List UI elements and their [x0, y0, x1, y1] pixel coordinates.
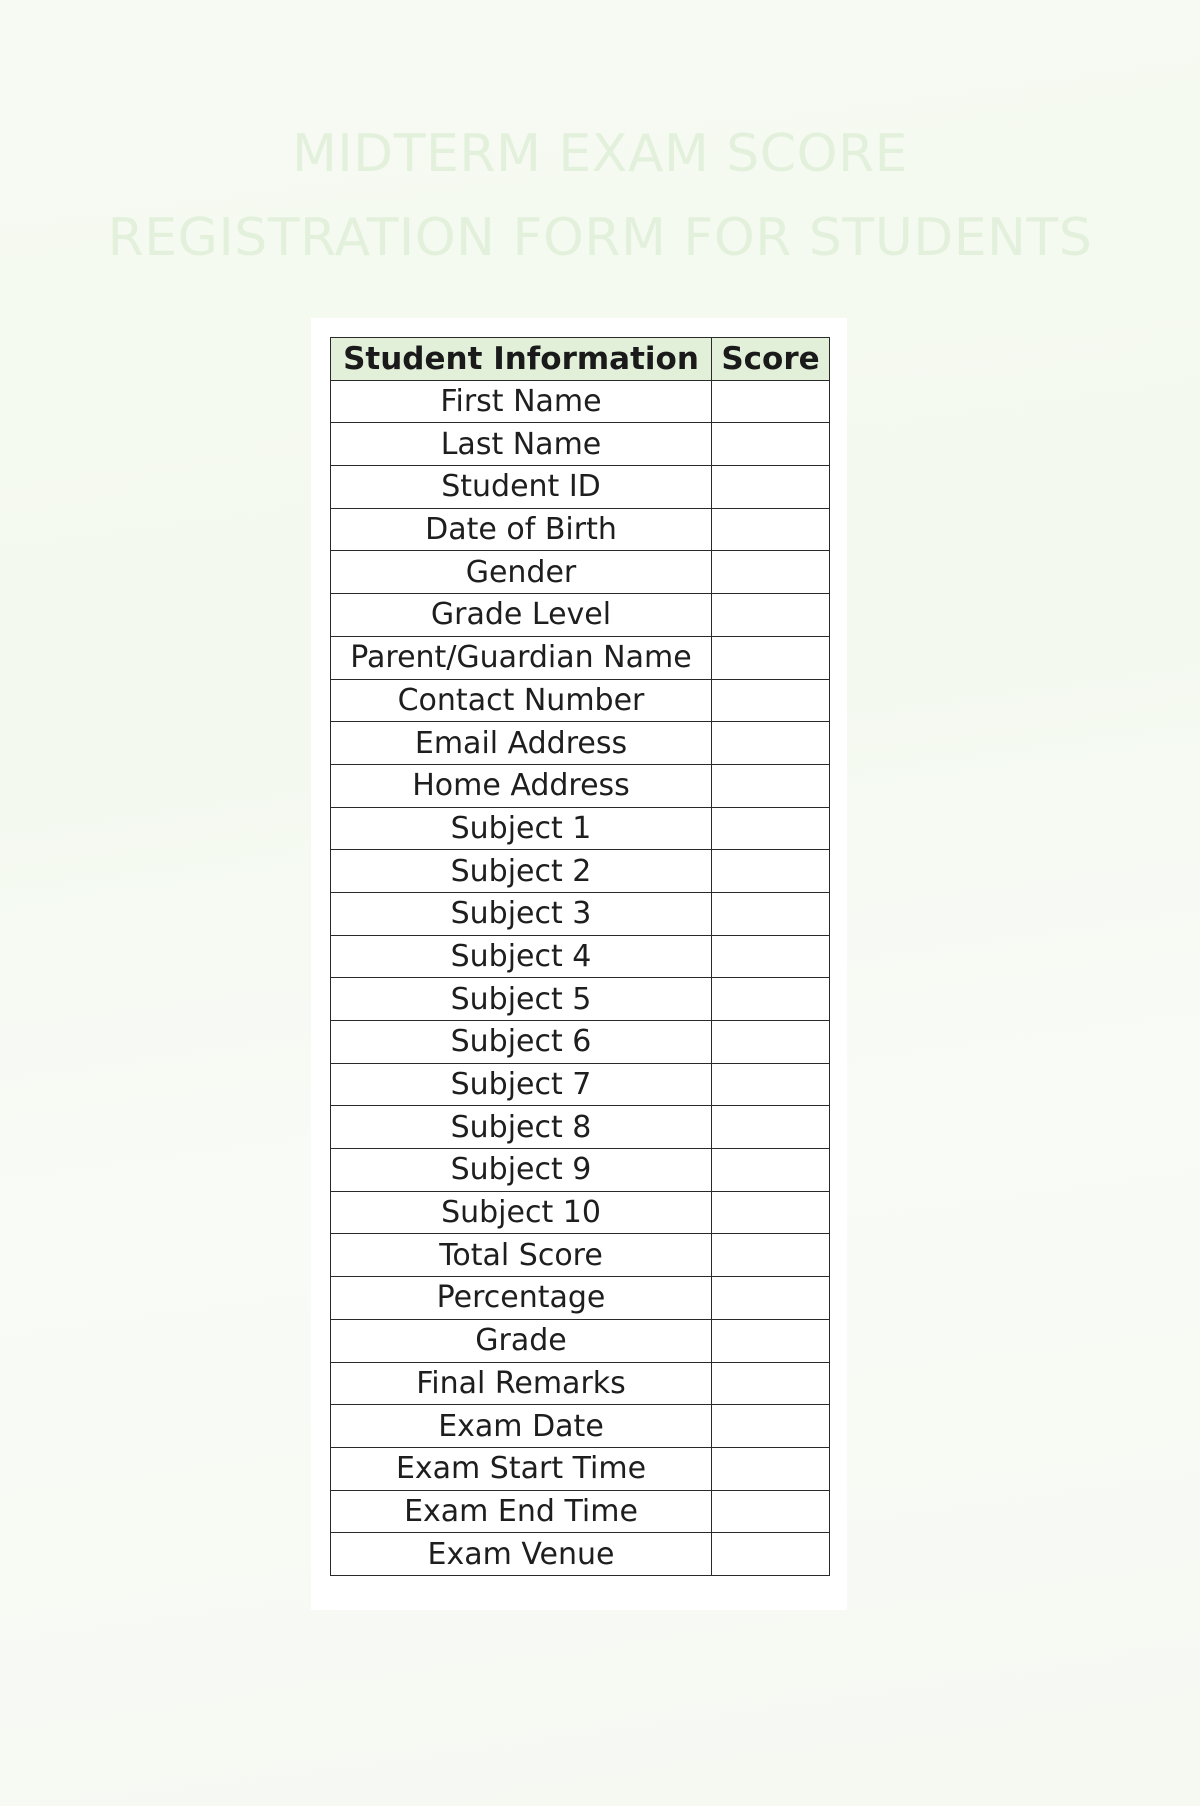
- score-cell[interactable]: [712, 764, 830, 807]
- row-label: Subject 1: [331, 807, 712, 850]
- table-row: [331, 636, 830, 679]
- table-row: [331, 1106, 830, 1149]
- row-label: Total Score: [331, 1234, 712, 1277]
- row-label: Subject 5: [331, 978, 712, 1021]
- row-label: Subject 10: [331, 1191, 712, 1234]
- score-cell[interactable]: [712, 466, 830, 509]
- table-row: [331, 1319, 830, 1362]
- table-row: [331, 423, 830, 466]
- table-row: [331, 1533, 830, 1576]
- score-registration-table: [330, 337, 830, 1576]
- row-label: Last Name: [331, 423, 712, 466]
- table-row: [331, 1191, 830, 1234]
- score-cell[interactable]: [712, 594, 830, 637]
- row-label: Grade: [331, 1319, 712, 1362]
- row-label: Subject 6: [331, 1021, 712, 1064]
- score-cell[interactable]: [712, 1533, 830, 1576]
- score-cell[interactable]: [712, 807, 830, 850]
- header-score: Score: [712, 338, 830, 381]
- score-cell[interactable]: [712, 636, 830, 679]
- header-student-information: Student Information: [331, 338, 712, 381]
- row-label: Subject 9: [331, 1149, 712, 1192]
- table-row: [331, 380, 830, 423]
- table-header-row: [331, 338, 830, 381]
- row-label: Subject 2: [331, 850, 712, 893]
- table-row: [331, 764, 830, 807]
- score-cell[interactable]: [712, 978, 830, 1021]
- score-cell[interactable]: [712, 1447, 830, 1490]
- table-row: [331, 679, 830, 722]
- table-row: [331, 1277, 830, 1320]
- score-cell[interactable]: [712, 1063, 830, 1106]
- row-label: Email Address: [331, 722, 712, 765]
- score-cell[interactable]: [712, 1405, 830, 1448]
- table-row: [331, 722, 830, 765]
- table-row: [331, 892, 830, 935]
- row-label: Subject 7: [331, 1063, 712, 1106]
- row-label: Exam Start Time: [331, 1447, 712, 1490]
- row-label: Subject 8: [331, 1106, 712, 1149]
- table-row: [331, 508, 830, 551]
- row-label: First Name: [331, 380, 712, 423]
- score-cell[interactable]: [712, 1362, 830, 1405]
- title-line-1: MIDTERM EXAM SCORE: [291, 124, 909, 184]
- table-row: [331, 1490, 830, 1533]
- table-row: [331, 1021, 830, 1064]
- title-line-2: REGISTRATION FORM FOR STUDENTS: [107, 208, 1093, 268]
- score-cell[interactable]: [712, 1106, 830, 1149]
- score-cell[interactable]: [712, 679, 830, 722]
- score-cell[interactable]: [712, 423, 830, 466]
- row-label: Home Address: [331, 764, 712, 807]
- row-label: Exam Venue: [331, 1533, 712, 1576]
- table-row: [331, 594, 830, 637]
- row-label: Exam Date: [331, 1405, 712, 1448]
- score-cell[interactable]: [712, 1191, 830, 1234]
- score-cell[interactable]: [712, 935, 830, 978]
- table-row: [331, 1234, 830, 1277]
- table-row: [331, 935, 830, 978]
- score-cell[interactable]: [712, 551, 830, 594]
- row-label: Student ID: [331, 466, 712, 509]
- row-label: Percentage: [331, 1277, 712, 1320]
- score-cell[interactable]: [712, 722, 830, 765]
- table-row: [331, 978, 830, 1021]
- score-cell[interactable]: [712, 380, 830, 423]
- row-label: Contact Number: [331, 679, 712, 722]
- score-cell[interactable]: [712, 1490, 830, 1533]
- score-cell[interactable]: [712, 892, 830, 935]
- table-row: [331, 1447, 830, 1490]
- row-label: Grade Level: [331, 594, 712, 637]
- table-row: [331, 807, 830, 850]
- row-label: Exam End Time: [331, 1490, 712, 1533]
- score-cell[interactable]: [712, 1319, 830, 1362]
- score-cell[interactable]: [712, 508, 830, 551]
- table-row: [331, 551, 830, 594]
- table-row: [331, 1149, 830, 1192]
- page-title: [0, 112, 1200, 280]
- table-row: [331, 850, 830, 893]
- row-label: Final Remarks: [331, 1362, 712, 1405]
- row-label: Gender: [331, 551, 712, 594]
- row-label: Date of Birth: [331, 508, 712, 551]
- row-label: Subject 4: [331, 935, 712, 978]
- score-cell[interactable]: [712, 1149, 830, 1192]
- row-label: Subject 3: [331, 892, 712, 935]
- row-label: Parent/Guardian Name: [331, 636, 712, 679]
- table-row: [331, 1405, 830, 1448]
- score-cell[interactable]: [712, 850, 830, 893]
- table-row: [331, 1362, 830, 1405]
- score-cell[interactable]: [712, 1234, 830, 1277]
- score-cell[interactable]: [712, 1277, 830, 1320]
- score-cell[interactable]: [712, 1021, 830, 1064]
- table-row: [331, 1063, 830, 1106]
- table-row: [331, 466, 830, 509]
